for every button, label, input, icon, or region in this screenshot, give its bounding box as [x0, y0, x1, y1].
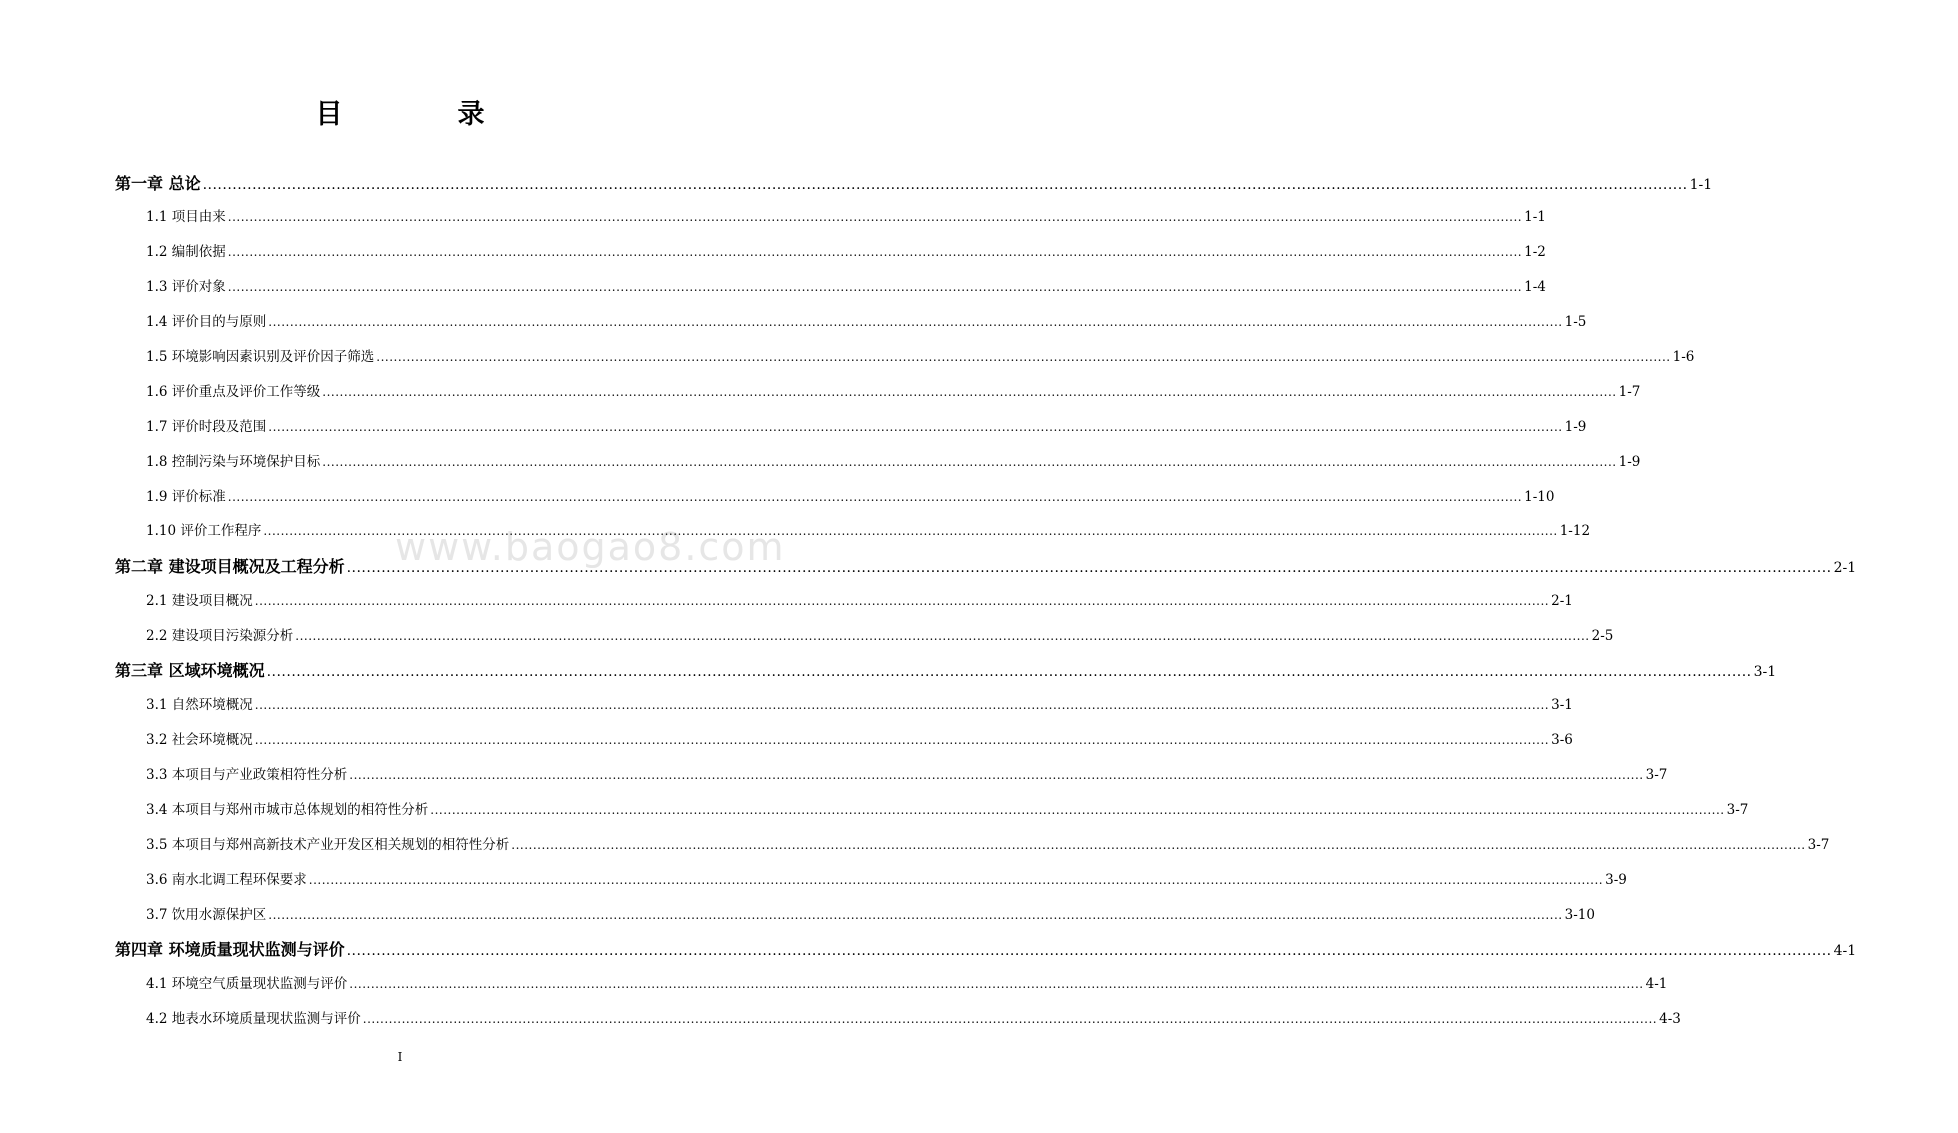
- toc-entry-page: 1-9: [1618, 454, 1641, 470]
- toc-dot-leader: ............................................................................................................................................................................................................................................................................................................: [254, 698, 1550, 712]
- toc-dot-leader: ............................................................................................................................................................................................................................................................................................................: [263, 524, 1558, 538]
- toc-entry-label: 2.1 建设项目概况: [146, 593, 253, 609]
- toc-entry-page: 1-4: [1524, 279, 1546, 295]
- toc-entry-label: 1.4 评价目的与原则: [146, 314, 267, 330]
- toc-entry-label: 3.6 南水北调工程环保要求: [146, 872, 307, 888]
- toc-entry-label: 2.2 建设项目污染源分析: [146, 628, 294, 644]
- toc-entry-page: 1-12: [1559, 523, 1591, 539]
- toc-section-entry[interactable]: [0, 345, 1695, 371]
- toc-section-entry[interactable]: [0, 763, 1668, 789]
- toc-dot-leader: ............................................................................................................................................................................................................................................................................................................: [349, 977, 1644, 991]
- toc-chapter-entry[interactable]: [0, 658, 1777, 684]
- toc-entry-page: 4-3: [1659, 1011, 1681, 1027]
- watermark: www.baogao8.com: [395, 525, 786, 569]
- toc-dot-leader: ............................................................................................................................................................................................................................................................................................................: [295, 629, 1590, 643]
- toc-dot-leader: ............................................................................................................................................................................................................................................................................................................: [266, 664, 1752, 680]
- toc-entry-page: 3-1: [1551, 697, 1573, 713]
- toc-dot-leader: ............................................................................................................................................................................................................................................................................................................: [376, 350, 1671, 364]
- toc-entry-page: 4-1: [1833, 943, 1857, 959]
- toc-chapter-entry[interactable]: [0, 171, 1713, 197]
- toc-dot-leader: ............................................................................................................................................................................................................................................................................................................: [430, 803, 1725, 817]
- toc-dot-leader: ............................................................................................................................................................................................................................................................................................................: [254, 594, 1550, 608]
- toc-dot-leader: ............................................................................................................................................................................................................................................................................................................: [346, 943, 1832, 959]
- toc-dot-leader: ............................................................................................................................................................................................................................................................................................................: [268, 315, 1563, 329]
- toc-entry-page: 3-7: [1807, 837, 1830, 853]
- toc-dot-leader: ............................................................................................................................................................................................................................................................................................................: [202, 177, 1688, 193]
- toc-dot-leader: ............................................................................................................................................................................................................................................................................................................: [268, 420, 1563, 434]
- toc-dot-leader: ............................................................................................................................................................................................................................................................................................................: [349, 768, 1644, 782]
- toc-section-entry[interactable]: [0, 485, 1555, 511]
- toc-section-entry[interactable]: [0, 903, 1595, 929]
- toc-section-entry[interactable]: [0, 1007, 1681, 1033]
- toc-entry-page: 2-1: [1551, 593, 1573, 609]
- toc-entry-page: 3-7: [1645, 767, 1668, 783]
- toc-section-entry[interactable]: [0, 868, 1627, 894]
- toc-chapter-entry[interactable]: [0, 937, 1857, 963]
- toc-section-entry[interactable]: [0, 589, 1573, 615]
- page-number: I: [397, 1050, 403, 1064]
- toc-section-entry[interactable]: [0, 798, 1749, 824]
- toc-section-entry[interactable]: [0, 205, 1546, 231]
- toc-entry-label: 1.2 编制依据: [146, 244, 226, 260]
- toc-entry-label: 1.3 评价对象: [146, 279, 226, 295]
- toc-entry-label: 第二章 建设项目概况及工程分析: [115, 557, 345, 576]
- toc-section-entry[interactable]: [0, 728, 1573, 754]
- toc-entry-label: 第一章 总论: [115, 174, 201, 193]
- toc-entry-label: 4.1 环境空气质量现状监测与评价: [146, 976, 348, 992]
- toc-entry-label: 3.7 饮用水源保护区: [146, 907, 267, 923]
- toc-dot-leader: ............................................................................................................................................................................................................................................................................................................: [322, 455, 1617, 469]
- toc-entry-label: 3.3 本项目与产业政策相符性分析: [146, 767, 348, 783]
- page-title: 目 录: [315, 99, 529, 130]
- toc-dot-leader: ............................................................................................................................................................................................................................................................................................................: [254, 733, 1550, 747]
- toc-section-entry[interactable]: [0, 415, 1587, 441]
- toc-dot-leader: ............................................................................................................................................................................................................................................................................................................: [227, 490, 1523, 504]
- toc-dot-leader: ............................................................................................................................................................................................................................................................................................................: [227, 245, 1523, 259]
- toc-entry-label: 3.2 社会环境概况: [146, 732, 253, 748]
- toc-section-entry[interactable]: [0, 972, 1668, 998]
- toc-entry-page: 1-7: [1618, 384, 1641, 400]
- toc-dot-leader: ............................................................................................................................................................................................................................................................................................................: [346, 560, 1832, 576]
- toc-entry-label: 1.7 评价时段及范围: [146, 419, 267, 435]
- toc-entry-page: 1-2: [1524, 244, 1546, 260]
- toc-section-entry[interactable]: [0, 450, 1641, 476]
- toc-entry-page: 1-1: [1689, 177, 1713, 193]
- toc-entry-page: 1-1: [1524, 209, 1546, 225]
- toc-entry-label: 第四章 环境质量现状监测与评价: [115, 940, 345, 959]
- toc-section-entry[interactable]: [0, 624, 1614, 650]
- toc-entry-page: 3-7: [1726, 802, 1749, 818]
- toc-entry-label: 1.6 评价重点及评价工作等级: [146, 384, 321, 400]
- toc-dot-leader: ............................................................................................................................................................................................................................................................................................................: [362, 1012, 1658, 1026]
- toc-section-entry[interactable]: [0, 380, 1641, 406]
- toc-section-entry[interactable]: [0, 693, 1573, 719]
- toc-entry-page: 1-10: [1524, 489, 1555, 505]
- toc-entry-page: 1-6: [1672, 349, 1695, 365]
- toc-entry-page: 2-5: [1591, 628, 1614, 644]
- toc-entry-label: 第三章 区域环境概况: [115, 661, 265, 680]
- toc-section-entry[interactable]: [0, 240, 1546, 266]
- toc-dot-leader: ............................................................................................................................................................................................................................................................................................................: [308, 873, 1604, 887]
- toc-entry-page: 3-10: [1564, 907, 1595, 923]
- toc-entry-label: 1.10 评价工作程序: [146, 523, 262, 539]
- toc-dot-leader: ............................................................................................................................................................................................................................................................................................................: [511, 838, 1806, 852]
- toc-entry-label: 1.5 环境影响因素识别及评价因子筛选: [146, 349, 375, 365]
- toc-entry-page: 3-1: [1753, 664, 1777, 680]
- toc-entry-label: 3.4 本项目与郑州市城市总体规划的相符性分析: [146, 802, 429, 818]
- toc-entry-page: 1-5: [1564, 314, 1587, 330]
- toc-dot-leader: ............................................................................................................................................................................................................................................................................................................: [322, 385, 1617, 399]
- toc-entry-label: 3.1 自然环境概况: [146, 697, 253, 713]
- toc-section-entry[interactable]: [0, 310, 1587, 336]
- toc-dot-leader: ............................................................................................................................................................................................................................................................................................................: [268, 908, 1563, 922]
- toc-dot-leader: ............................................................................................................................................................................................................................................................................................................: [227, 210, 1523, 224]
- toc-chapter-entry[interactable]: [0, 554, 1857, 580]
- toc-entry-label: 3.5 本项目与郑州高新技术产业开发区相关规划的相符性分析: [146, 837, 510, 853]
- toc-entry-page: 3-6: [1551, 732, 1573, 748]
- toc-entry-label: 1.8 控制污染与环境保护目标: [146, 454, 321, 470]
- toc-entry-page: 3-9: [1605, 872, 1627, 888]
- toc-entry-page: 1-9: [1564, 419, 1587, 435]
- toc-section-entry[interactable]: [0, 519, 1591, 545]
- toc-entry-label: 4.2 地表水环境质量现状监测与评价: [146, 1011, 361, 1027]
- toc-entry-label: 1.9 评价标准: [146, 489, 226, 505]
- toc-section-entry[interactable]: [0, 275, 1546, 301]
- toc-entry-page: 4-1: [1645, 976, 1668, 992]
- toc-section-entry[interactable]: [0, 833, 1830, 859]
- toc-entry-page: 2-1: [1833, 560, 1857, 576]
- toc-entry-label: 1.1 项目由来: [146, 209, 226, 225]
- toc-dot-leader: ............................................................................................................................................................................................................................................................................................................: [227, 280, 1523, 294]
